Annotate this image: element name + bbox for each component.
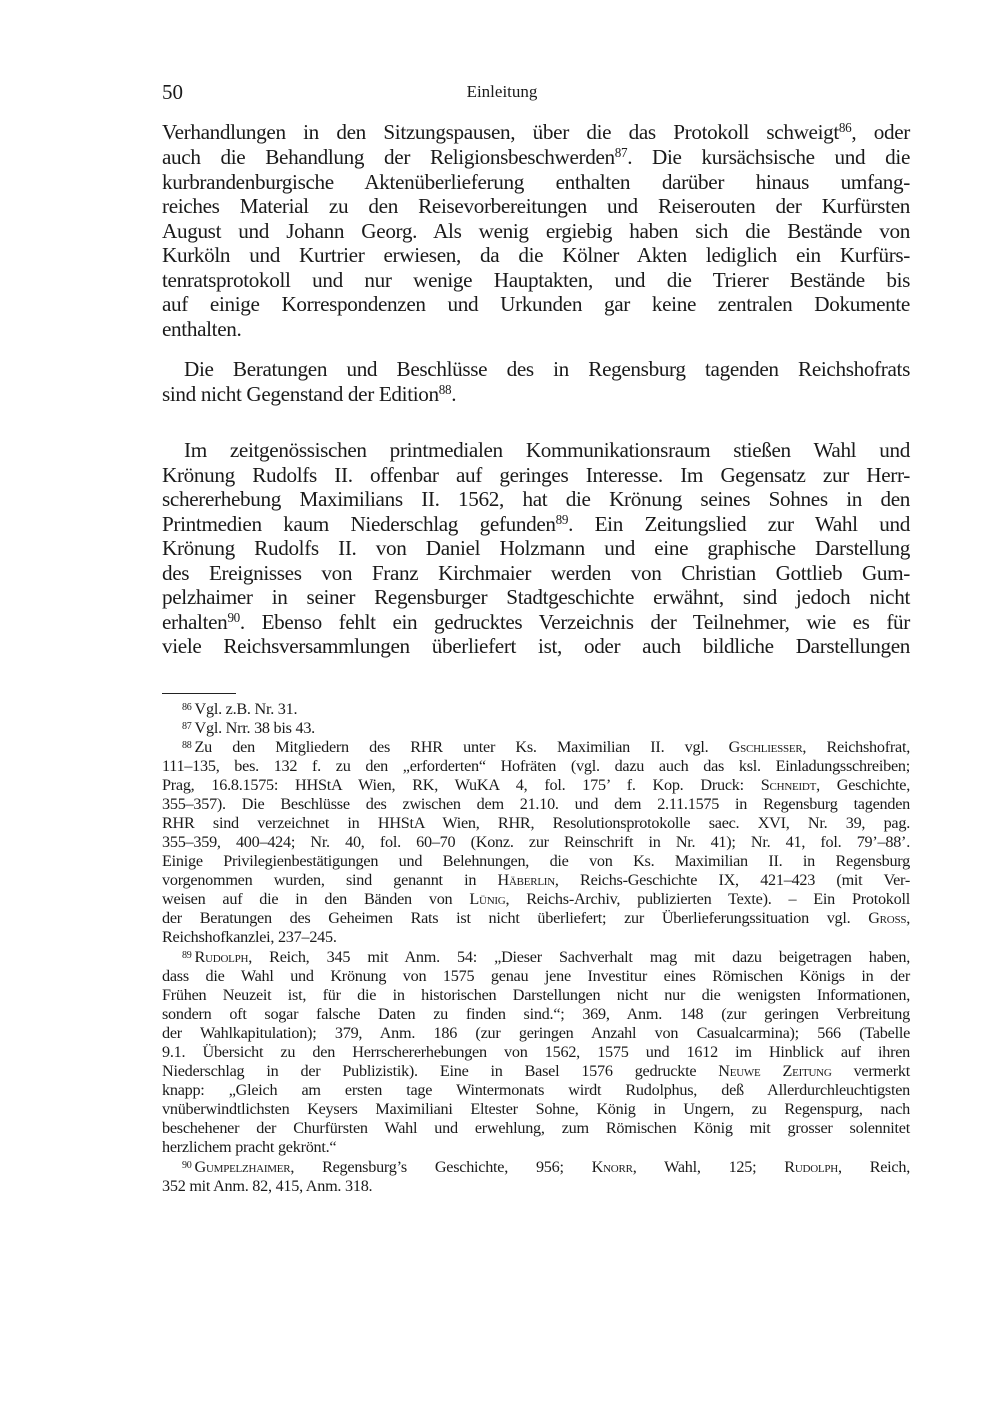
body-line: kurbrandenburgische Aktenüberlieferung enthalten darüber hinaus umfang- (162, 169, 910, 194)
footnote-89: $^{89}$ Rudolph, Reich, 345 mit Anm. 54: „Dieser Sachverhalt mag mit dazu beigetragen haben, (182, 948, 910, 966)
page-number: 50 (162, 80, 183, 104)
footnote-line: Prag, 16.8.1575: HHStA Wien, RK, WuKA 4, fol. 175’ f. Kop. Druck: Schneidt, Geschichte, (162, 776, 910, 794)
footnote-88: $^{88}$ Zu den Mitgliedern des RHR unter Ks. Maximilian II. vgl. Gschliesser, Reichshofrat, (182, 738, 910, 756)
footnote-ref[interactable]: 90 (227, 609, 240, 625)
footnote-86: $^{86}$ Vgl. z.B. Nr. 31. (182, 700, 298, 718)
running-head: Einleitung (466, 82, 538, 101)
body-line: auch die Behandlung der Religionsbeschwerden$^{87}$. Die kursächsische und die (162, 144, 910, 169)
body-line: Im zeitgenössischen printmedialen Kommunikationsraum stießen Wahl und (184, 438, 910, 462)
footnote-line: der Wahlkapitulation); 379, Anm. 186 (zur geringen Anzahl von Casualcarmina); 566 (Tabelle (162, 1024, 910, 1042)
footnote-line: Frühen Neuzeit ist, für die in historischen Darstellungen nicht nur die wenigsten Informationen, (162, 986, 910, 1004)
footnote-line: der Beratungen des Geheimen Rats ist nicht überliefert; zur Überlieferungssituation vgl. Gross, (162, 909, 910, 927)
footnote-87: $^{87}$ Vgl. Nrr. 38 bis 43. (182, 719, 315, 737)
body-line: pelzhaimer in seiner Regensburger Stadtgeschichte erwähnt, sind jedoch nicht (162, 585, 910, 609)
footnote-line: RHR sind verzeichnet in HHStA Wien, RHR, Resolutionsprotokolle saec. XVI, Nr. 39, pag. (162, 814, 910, 832)
footnote-line: 352 mit Anm. 82, 415, Anm. 318. (162, 1177, 373, 1195)
body-line: des Ereignisses von Franz Kirchmaier werden von Christian Gottlieb Gum- (162, 560, 910, 585)
footnote-line: Reichshofkanzlei, 237–245. (162, 928, 337, 946)
body-line: sind nicht Gegenstand der Edition$^{88}$. (162, 381, 457, 406)
body-line: Verhandlungen in den Sitzungspausen, über die das Protokoll schweigt$^{86}$, oder (162, 119, 910, 144)
footnote-line: dass die Wahl und Krönung von 1575 genau jene Investitur eines Römischen Königs in der (162, 967, 910, 985)
body-line: Kurköln und Kurtrier erwiesen, da die Kölner Akten lediglich ein Kurfürs- (162, 243, 910, 267)
footnote-line: sondern oft sogar falsche Daten zu finden sind.“; 369, Anm. 148 (zur geringen Verbreitung (162, 1005, 910, 1023)
body-line: reiches Material zu den Reisevorbereitungen und Reiserouten der Kurfürsten (162, 194, 910, 218)
footnote-line: weisen auf die in den Bänden von Lünig, Reichs-Archiv, publizierten Texte). – Ein Protokoll (162, 890, 910, 908)
footnote-line: 111–135, bes. 132 f. zu den „erforderten“ Hofräten (vgl. dazu auch das ksl. Einladungsschreiben; (162, 757, 910, 775)
footnote-line: herzlichem pracht gekrönt.“ (162, 1138, 337, 1156)
body-line: viele Reichsversammlungen überliefert ist, oder auch bildliche Darstellungen (162, 634, 910, 658)
footnote-line: Einige Privilegienbestätigungen und Belehnungen, die von Ks. Maximilian II. in Regensburg (162, 852, 910, 870)
footnote-90: $^{90}$ Gumpelzhaimer, Regensburg’s Geschichte, 956; Knorr, Wahl, 125; Rudolph, Reich, (182, 1158, 910, 1176)
footnote-line: beschehener der Churfürsten Wahl und erwehlung, zum Römischen König mit grosser solennitet (162, 1119, 910, 1137)
footnote-line: knapp: „Gleich am ersten tage Wintermonats wirdt Rudolphus, deß Allerdurchleuchtigsten (162, 1081, 910, 1099)
body-line: Krönung Rudolfs II. offenbar auf geringes Interesse. Im Gegensatz zur Herr- (162, 462, 910, 487)
body-line: auf einige Korrespondenzen und Urkunden gar keine zentralen Dokumente (162, 292, 910, 316)
footnote-line: Niederschlag in der Publizistik). Eine in Basel 1576 gedruckte Neuwe Zeitung vermerkt (162, 1062, 910, 1080)
body-line: Printmedien kaum Niederschlag gefunden$^{89}$. Ein Zeitungslied zur Wahl und (162, 511, 910, 536)
body-line: tenratsprotokoll und nur wenige Hauptakten, und die Trierer Bestände bis (162, 267, 910, 292)
footnote-ref[interactable]: 89 (555, 511, 569, 527)
body-line: August und Johann Georg. Als wenig ergiebig haben sich die Bestände von (162, 218, 910, 243)
footnote-line: vorgenommen wurden, sind genannt in Häberlin, Reichs-Geschichte IX, 421–423 (mit Ver- (162, 871, 910, 889)
footnote-line: 355–359, 400–424; Nr. 40, fol. 60–70 (Konz. zur Reinschrift in Nr. 41); Nr. 41, fol. 79’–88’. (162, 833, 910, 851)
footnote-ref[interactable]: 86 (838, 119, 852, 135)
footnote-ref[interactable]: 87 (614, 144, 628, 160)
footnote-line: 9.1. Übersicht zu den Herrschererhebungen von 1562, 1575 und 1612 im Hinblick auf ihren (162, 1043, 910, 1061)
body-line: enthalten. (162, 316, 242, 341)
footnote-line: 355–357). Die Beschlüsse des zwischen dem 21.10. und dem 2.11.1575 in Regensburg tagenden (162, 795, 910, 813)
body-line: schererhebung Maximilians II. 1562, hat die Krönung seines Sohnes in den (162, 487, 910, 511)
body-line: Die Beratungen und Beschlüsse des in Regensburg tagenden Reichshofrats (184, 357, 910, 381)
body-line: erhalten$^{90}$. Ebenso fehlt ein gedrucktes Verzeichnis der Teilnehmer, wie es für (162, 609, 910, 634)
footnote-ref[interactable]: 88 (438, 381, 452, 397)
footnote-line: vnüberwindtlichsten Keysers Maximiliani Eltester Sohne, König in Ungern, zu Regenspurg, nach (162, 1100, 910, 1118)
footnote-separator (162, 693, 236, 694)
body-line: Krönung Rudolfs II. von Daniel Holzmann und eine graphische Darstellung (162, 536, 910, 560)
